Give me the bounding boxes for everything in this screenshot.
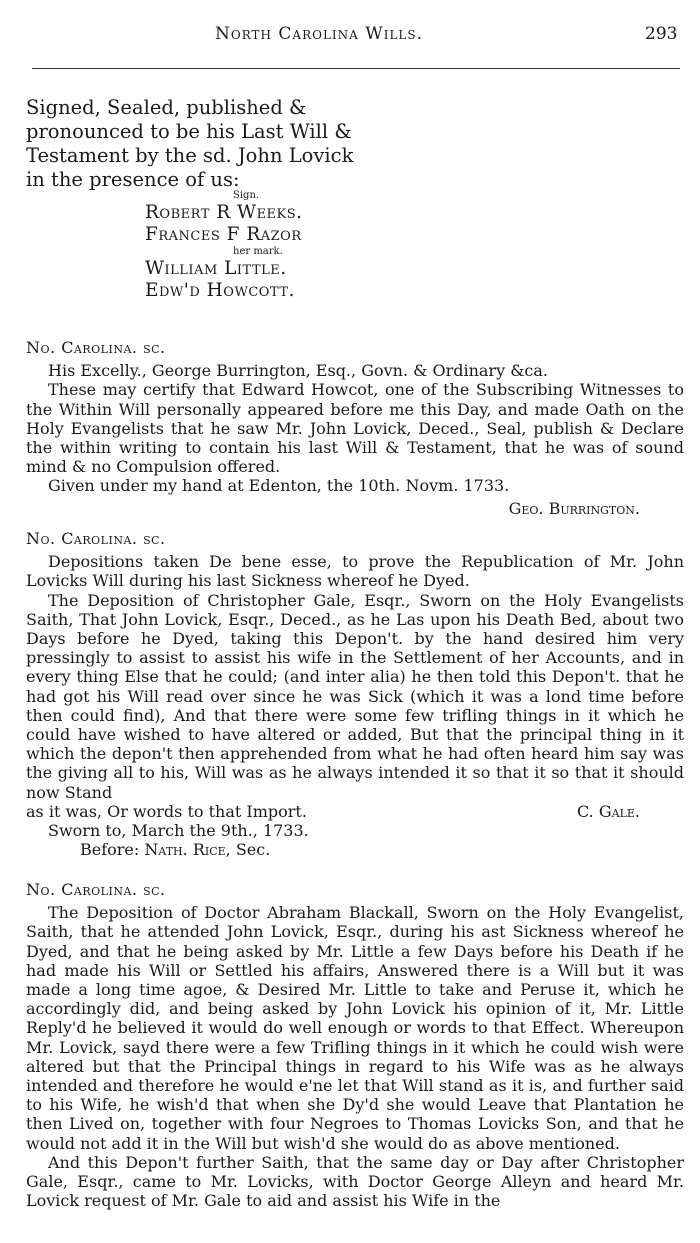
gale-deposition-section: [26, 529, 684, 859]
sign-note: Sign.: [233, 190, 260, 201]
running-head: [0, 22, 700, 50]
deposition-body: The Deposition of Doctor Abraham Blackall, Sworn on the Holy Evangelist, Saith, that he attended John Lovick, Esqr., during his ast Sickness whereof he Dyed, and that he being asked by Mr. Little a few Days before his Death if he had made his Will or Settled his affairs, Answered there is a Will but it was made a long time agoe, & Desired Mr. Little to take and Peruse it, which he accordingly did, and being asked by John Lovick his opinion of it, Mr. Little Reply'd he believed it would do well enough or words to that Effect. Whereupon Mr. Lovick, sayd there were a few Trifling things in it which he could wish were altered but that the Principal things in regard to his Wife was as he always intended and therefore he would e'ne let that Will stand as it is, and further said to his Wife, he wish'd that when she Dy'd she would Leave that Plantation he then Lived on, together with four Negroes to Thomas Lovicks Son, and that he would not add it in the Will but wish'd she would do as above mentioned.: [26, 903, 684, 1153]
running-title: North Carolina Wills.: [215, 24, 424, 44]
witness-name: William Little.: [145, 258, 287, 279]
witness-name: Frances F Razor: [145, 224, 302, 245]
blackall-deposition-section: [26, 880, 684, 1210]
page-number: 293: [645, 24, 678, 44]
witness-name: Robert R Weeks.: [145, 202, 303, 223]
witness-signatures: [145, 190, 465, 302]
probate-body: These may certify that Edward Howcot, one of the Subscribing Witnesses to the Within Will personally appeared before me this Day, and made Oath on the Holy Evangelists that he saw Mr. John Lovick, Deced., Seal, publish & Declare the within writing to contain his last Will & Testament, that he was of sound mind & no Compulsion offered.: [26, 380, 684, 477]
deposition-last-line: as it was, Or words to that Import.: [26, 801, 307, 821]
deposition-closing-line: [26, 802, 684, 821]
probate-section: [26, 338, 684, 518]
before-suffix: , Sec.: [225, 840, 271, 860]
attestation-line: pronounced to be his Last Will &: [26, 120, 352, 143]
deposition-continuation: And this Depon't further Saith, that the same day or Day after Christopher Gale, Esqr., came to Mr. Lovicks, with Doctor George Alleyn and heard Mr. Lovick request of Mr. Gale to aid and assist his Wife in the: [26, 1152, 684, 1211]
witness-name: Edw'd Howcott.: [145, 280, 295, 301]
sworn-line: Sworn to, March the 9th., 1733.: [48, 821, 309, 841]
deposition-body: The Deposition of Christopher Gale, Esqr., Sworn on the Holy Evangelists Saith, That John Lovick, Esqr., Deced., as he Las upon his Death Bed, about two Days before he Dyed, taking this Depon't. by the hand desired him very pressingly to assist to assist his wife in the Settlement of her Accounts, and in every thing Else that he could; (and inter alia) he then told this Depon't. that he had got his Will read over since he was Sick (which it was a lond time before then could find), And that there were some few trifling things in it which he could have wished to have altered or added, But that the principal thing in it which the depon't then apprehended from what he had often heard him say was the giving all to his, Will was as he always intended it so that it so that it should now Stand: [26, 590, 684, 802]
section-caption: No. Carolina. sc.: [26, 880, 166, 899]
header-rule: [32, 68, 680, 69]
mark-note: her mark.: [233, 246, 283, 257]
probate-signature: Geo. Burrington.: [508, 498, 640, 518]
attestation-line: Testament by the sd. John Lovick: [26, 144, 354, 167]
probate-given: Given under my hand at Edenton, the 10th. Novm. 1733.: [48, 476, 510, 496]
before-label: Before:: [80, 840, 145, 860]
attestation-line: Signed, Sealed, published &: [26, 96, 307, 119]
attestation-line: in the presence of us:: [26, 168, 240, 191]
section-caption: No. Carolina. sc.: [26, 338, 166, 357]
probate-greeting: His Excelly., George Burrington, Esq., Govn. & Ordinary &ca.: [48, 361, 549, 381]
before-line: [26, 840, 684, 859]
deposition-intro: Depositions taken De bene esse, to prove the Republication of Mr. John Lovicks Will during his last Sickness whereof he Dyed.: [26, 552, 684, 591]
before-name: Nath. Rice: [144, 840, 226, 860]
attestation-clause: [26, 96, 406, 192]
section-caption: No. Carolina. sc.: [26, 529, 166, 548]
deposition-signature: C. Gale.: [577, 801, 640, 821]
